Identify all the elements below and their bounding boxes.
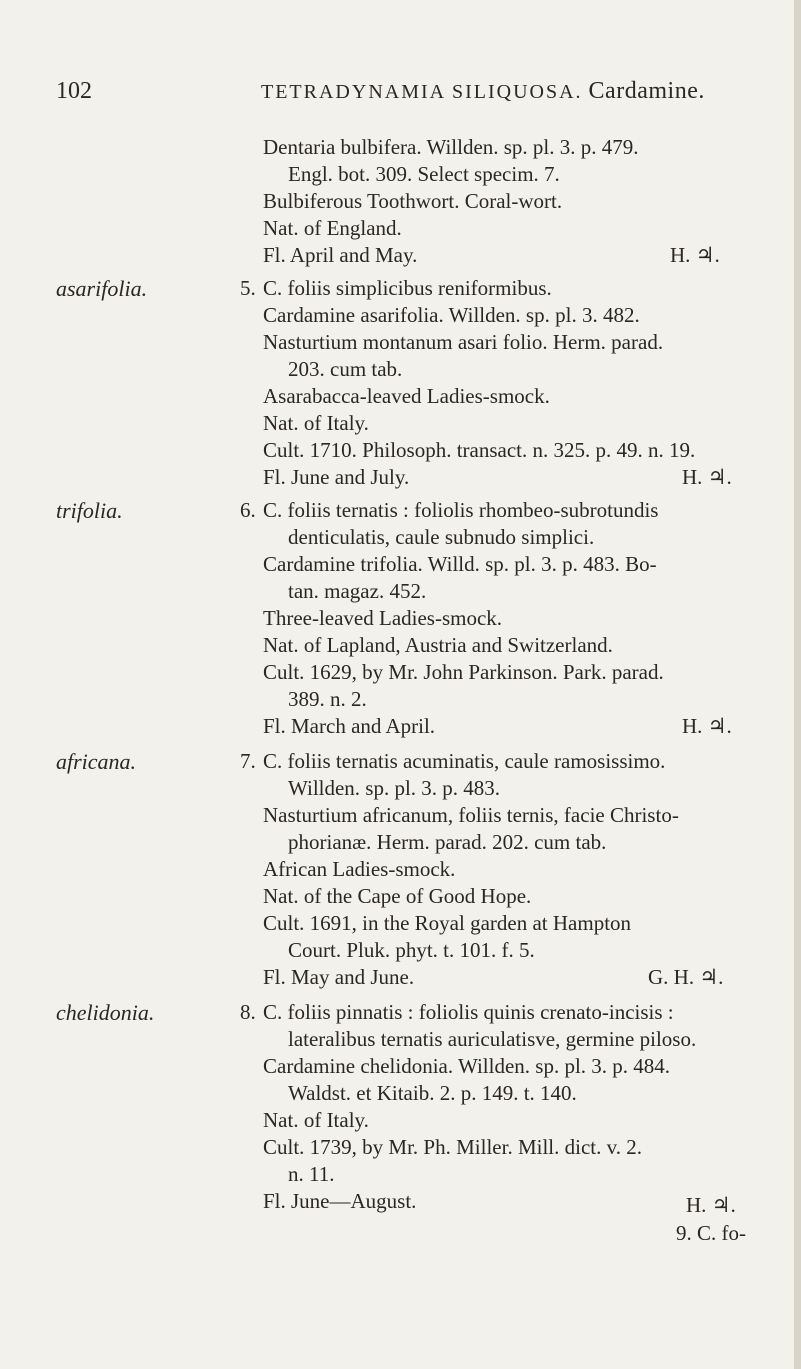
- entry-line: Bulbiferous Toothwort. Coral-wort.: [263, 189, 563, 213]
- species-margin-name: asarifolia.: [56, 276, 148, 301]
- entry-line: Cardamine trifolia. Willd. sp. pl. 3. p. 483. Bo-: [263, 552, 657, 576]
- entry-line: Waldst. et Kitaib. 2. p. 149. t. 140.: [288, 1081, 577, 1105]
- genus-name: Cardamine.: [588, 78, 705, 104]
- entry-line: C. foliis pinnatis : foliolis quinis crenato-incisis :: [263, 1000, 674, 1024]
- entry-line: phorianæ. Herm. parad. 202. cum tab.: [288, 830, 607, 854]
- species-number: 7.: [240, 749, 256, 773]
- entry-line: 389. n. 2.: [288, 687, 367, 711]
- species-number: 5.: [240, 276, 256, 300]
- entry-line: Three-leaved Ladies-smock.: [263, 606, 503, 630]
- entry-line: Fl. April and May.: [263, 243, 418, 267]
- entry-line: Cult. 1691, in the Royal garden at Hampton: [263, 911, 632, 935]
- entry-line: tan. magaz. 452.: [288, 579, 427, 603]
- entry-line: Nasturtium montanum asari folio. Herm. parad.: [263, 330, 664, 354]
- entry-line: Nat. of Italy.: [263, 1108, 369, 1132]
- page-number: 102: [56, 78, 92, 104]
- entry-line: Cult. 1739, by Mr. Ph. Miller. Mill. dict. v. 2.: [263, 1135, 642, 1159]
- entry-line: Fl. June—August.: [263, 1189, 417, 1213]
- habit-symbol: G. H. ♃.: [648, 965, 724, 989]
- species-number: 8.: [240, 1000, 256, 1024]
- catchword: 9. C. fo-: [676, 1221, 746, 1245]
- species-margin-name: trifolia.: [56, 498, 123, 523]
- entry-line: Court. Pluk. phyt. t. 101. f. 5.: [288, 938, 535, 962]
- habit-symbol: H. ♃.: [682, 465, 732, 489]
- habit-symbol: H. ♃.: [686, 1193, 736, 1217]
- entry-line: lateralibus ternatis auriculatisve, germine piloso.: [288, 1027, 697, 1051]
- entry-line: Fl. May and June.: [263, 965, 415, 989]
- entry-line: Nat. of the Cape of Good Hope.: [263, 884, 532, 908]
- species-margin-name: africana.: [56, 749, 137, 774]
- entry-line: Cult. 1629, by Mr. John Parkinson. Park. parad.: [263, 660, 664, 684]
- entry-line: Dentaria bulbifera. Willden. sp. pl. 3. p. 479.: [263, 135, 639, 159]
- entry-line: Engl. bot. 309. Select specim. 7.: [288, 162, 560, 186]
- species-margin-name: chelidonia.: [56, 1000, 155, 1025]
- entry-line: n. 11.: [288, 1162, 335, 1186]
- entry-line: 203. cum tab.: [288, 357, 403, 381]
- entry-line: Cardamine asarifolia. Willden. sp. pl. 3. 482.: [263, 303, 640, 327]
- entry-line: Cardamine chelidonia. Willden. sp. pl. 3. p. 484.: [263, 1054, 671, 1078]
- entry-line: C. foliis ternatis : foliolis rhombeo-subrotundis: [263, 498, 659, 522]
- entry-line: Nasturtium africanum, foliis ternis, facie Christo-: [263, 803, 679, 827]
- habit-symbol: H. ♃.: [682, 714, 732, 738]
- entry-line: denticulatis, caule subnudo simplici.: [288, 525, 595, 549]
- entry-line: Fl. June and July.: [263, 465, 410, 489]
- entry-line: Nat. of Italy.: [263, 411, 369, 435]
- running-title: TETRADYNAMIA SILIQUOSA. Cardamine.: [261, 78, 705, 104]
- entry-line: Fl. March and April.: [263, 714, 436, 738]
- entry-line: C. foliis simplicibus reniformibus.: [263, 276, 552, 300]
- entry-line: C. foliis ternatis acuminatis, caule ramosissimo.: [263, 749, 666, 773]
- entry-line: Willden. sp. pl. 3. p. 483.: [288, 776, 501, 800]
- entry-line: Cult. 1710. Philosoph. transact. n. 325. p. 49. n. 19.: [263, 438, 696, 462]
- page-edge-shadow: [794, 0, 801, 1369]
- entry-line: Asarabacca-leaved Ladies-smock.: [263, 384, 550, 408]
- page-header: [56, 78, 756, 108]
- habit-symbol: H. ♃.: [670, 243, 720, 267]
- entry-line: Nat. of Lapland, Austria and Switzerland.: [263, 633, 613, 657]
- entry-line: Nat. of England.: [263, 216, 402, 240]
- species-number: 6.: [240, 498, 256, 522]
- entry-line: African Ladies-smock.: [263, 857, 456, 881]
